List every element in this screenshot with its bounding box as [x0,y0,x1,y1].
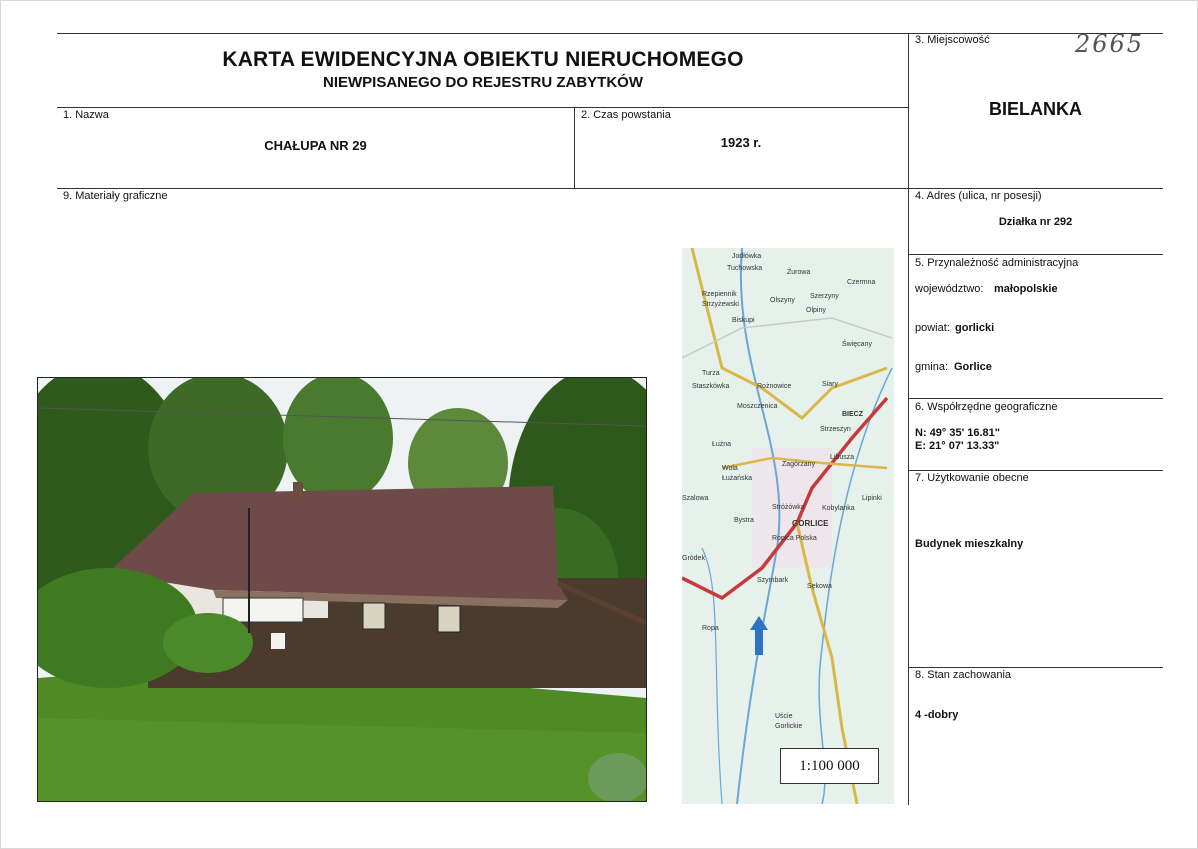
powiat-label: powiat: [915,322,950,334]
svg-text:Szymbark: Szymbark [757,577,789,584]
nazwa-value: CHAŁUPA NR 29 [264,138,367,153]
svg-text:Szerzyny: Szerzyny [810,293,839,300]
svg-text:Gorlickie: Gorlickie [775,723,803,730]
svg-text:Libusza: Libusza [830,454,855,461]
svg-text:Kobylanka: Kobylanka [822,505,855,512]
svg-text:GORLICE: GORLICE [792,519,829,528]
right-column-divider [908,33,909,805]
czas-value: 1923 r. [720,135,762,150]
usage-rule [908,667,1163,668]
svg-text:Sękowa: Sękowa [807,583,832,590]
svg-text:Olpiny: Olpiny [806,307,826,314]
stan-value: 4 -dobry [915,709,959,721]
svg-text:Turza: Turza [702,370,720,377]
location-map [682,248,894,804]
adres-value: Działka nr 292 [998,216,1073,228]
svg-text:Tuchowska: Tuchowska [727,265,763,272]
wojewodztwo-label: województwo: [915,283,984,295]
svg-text:Jodłówka: Jodłówka [732,253,762,260]
uzytkowanie-label: 7. Użytkowanie obecne [915,472,1029,484]
stan-label: 8. Stan zachowania [915,669,1012,681]
svg-text:Uście: Uście [775,713,793,720]
svg-text:Szalowa: Szalowa [682,495,709,502]
svg-text:Stróżówka: Stróżówka [772,504,805,511]
handwritten-number: 2665 [1075,30,1145,58]
wojewodztwo-value: małopolskie [994,283,1058,295]
map-scale: 1:100 000 [780,748,879,784]
card-subtitle: NIEWPISANEGO DO REJESTRU ZABYTKÓW [322,74,644,91]
longitude-value: E: 21° 07' 13.33" [915,440,1000,452]
uzytkowanie-value: Budynek mieszkalny [915,538,1024,550]
title-rule [57,107,908,108]
svg-text:Święcany: Święcany [842,341,872,348]
svg-text:Rzepiennik: Rzepiennik [702,291,737,298]
cottage-photo-drawing [38,378,646,801]
miejscowosc-label: 3. Miejscowość [915,34,990,46]
svg-text:BIECZ: BIECZ [842,411,863,418]
cottage-photo [37,377,647,802]
svg-text:Olszyny: Olszyny [770,297,795,304]
svg-text:Ropica Polska: Ropica Polska [772,535,817,542]
top-rule [57,33,1163,34]
svg-text:Lipinki: Lipinki [862,495,882,502]
adres-label: 4. Adres (ulica, nr posesji) [915,190,1042,202]
svg-text:Łużańska: Łużańska [722,475,752,482]
powiat-value: gorlicki [955,322,995,334]
svg-text:Bystra: Bystra [734,517,754,524]
svg-text:Siary: Siary [822,381,838,388]
svg-text:Ropa: Ropa [702,625,719,632]
materialy-label: 9. Materiały graficzne [63,190,168,202]
svg-text:Zagórzany: Zagórzany [782,461,816,468]
svg-text:Wola: Wola [722,465,738,472]
latitude-value: N: 49° 35' 16.81" [915,427,1001,439]
card-title: KARTA EWIDENCYJNA OBIEKTU NIERUCHOMEGO [222,48,744,71]
svg-text:Czermna: Czermna [847,279,876,286]
svg-text:Żurowa: Żurowa [787,269,811,276]
przynaleznosc-label: 5. Przynależność administracyjna [915,257,1079,269]
nazwa-label: 1. Nazwa [63,109,109,121]
svg-text:Rożnowice: Rożnowice [757,383,792,390]
admin-rule [908,398,1163,399]
czas-label: 2. Czas powstania [581,109,671,121]
coords-rule [908,470,1163,471]
gmina-label: gmina: [915,361,949,373]
miejscowosc-value: BIELANKA [989,99,1082,119]
svg-text:Strzeszyn: Strzeszyn [820,426,851,433]
row1-rule [57,188,1163,189]
location-map-drawing [682,248,894,804]
svg-text:Gródek: Gródek [682,555,705,562]
gmina-value: Gorlice [954,361,992,373]
svg-text:Biskupi: Biskupi [732,317,755,324]
wspolrzedne-label: 6. Współrzędne geograficzne [915,401,1058,413]
svg-text:Strzyżewski: Strzyżewski [702,301,739,308]
address-rule [908,254,1163,255]
svg-text:Łużna: Łużna [712,441,732,448]
svg-text:Staszkówka: Staszkówka [692,383,730,390]
svg-text:Moszczenica: Moszczenica [737,403,778,410]
